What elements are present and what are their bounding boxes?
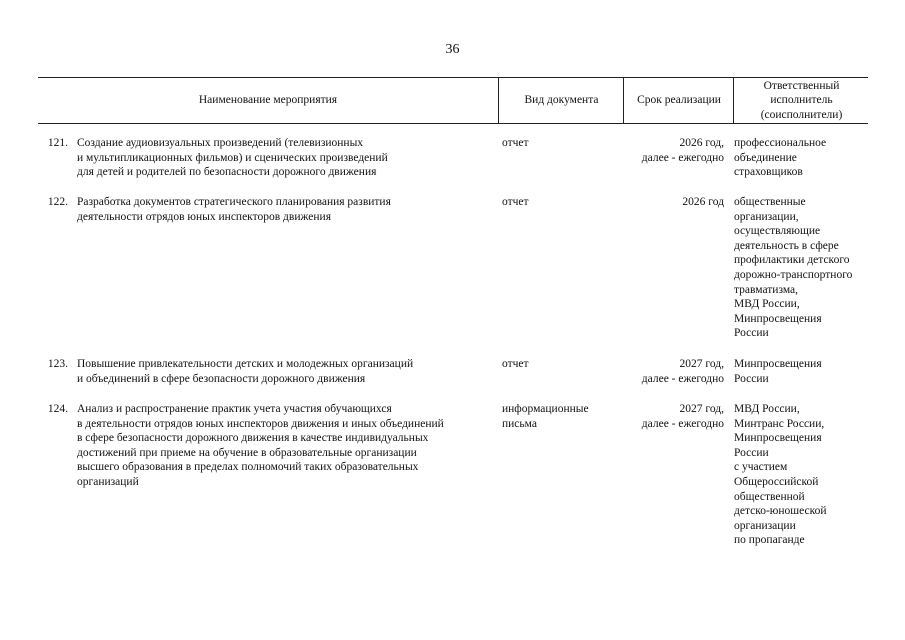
row-doc-type: отчет bbox=[502, 137, 529, 149]
row-term: 2027 год, далее - ежегодно bbox=[641, 358, 724, 385]
header-name-label: Наименование мероприятия bbox=[198, 94, 338, 107]
header-cell-term bbox=[623, 78, 734, 123]
header-term-label: Срок реализации bbox=[637, 94, 721, 107]
row-number: 124. bbox=[47, 403, 68, 415]
row-doc-type: информационные письма bbox=[502, 403, 589, 430]
page-number: 36 bbox=[445, 42, 460, 57]
row-number: 122. bbox=[47, 196, 68, 208]
row-term: 2026 год bbox=[682, 196, 724, 208]
row-number: 123. bbox=[47, 358, 68, 370]
row-term: 2027 год, далее - ежегодно bbox=[641, 403, 724, 430]
row-name: Анализ и распространение практик учета участия обучающихся в деятельности отрядов юных инспекторов движения и иных объединений в сфере безопасности дорожного движения в качестве индивидуальных достижений при приеме на обучение в образовательные организации высшего образования в пределах полномочий таких образовательных организаций bbox=[77, 403, 444, 488]
row-responsible: МВД России, Минтранс России, Минпросвещения России с участием Общероссийской общественной детско-юношеской организации по пропаганде bbox=[734, 403, 827, 547]
row-term: 2026 год, далее - ежегодно bbox=[641, 137, 724, 164]
row-doc-type: отчет bbox=[502, 358, 529, 370]
header-cell-name bbox=[38, 78, 498, 123]
header-cell-responsible bbox=[733, 78, 869, 123]
header-cell-doc-type bbox=[498, 78, 624, 123]
row-number: 121. bbox=[47, 137, 68, 149]
row-responsible: Минпросвещения России bbox=[734, 358, 822, 385]
table-header bbox=[38, 77, 868, 124]
row-doc-type: отчет bbox=[502, 196, 529, 208]
header-doc-type-label: Вид документа bbox=[524, 94, 599, 107]
row-responsible: общественные организации, осуществляющие деятельность в сфере профилактики детского дорожно-транспортного травматизма, МВД России, Минпросвещения России bbox=[734, 196, 853, 340]
header-responsible-label: Ответственный исполнитель (соисполнители) bbox=[760, 79, 843, 121]
row-name: Создание аудиовизуальных произведений (телевизионных и мультипликационных фильмов) и сценических произведений для детей и родителей по безопасности дорожного движения bbox=[77, 137, 388, 179]
row-responsible: профессиональное объединение страховщиков bbox=[734, 137, 827, 179]
row-name: Повышение привлекательности детских и молодежных организаций и объединений в сфере безопасности дорожного движения bbox=[77, 358, 414, 385]
row-name: Разработка документов стратегического планирования развития деятельности отрядов юных инспекторов движения bbox=[77, 196, 391, 223]
